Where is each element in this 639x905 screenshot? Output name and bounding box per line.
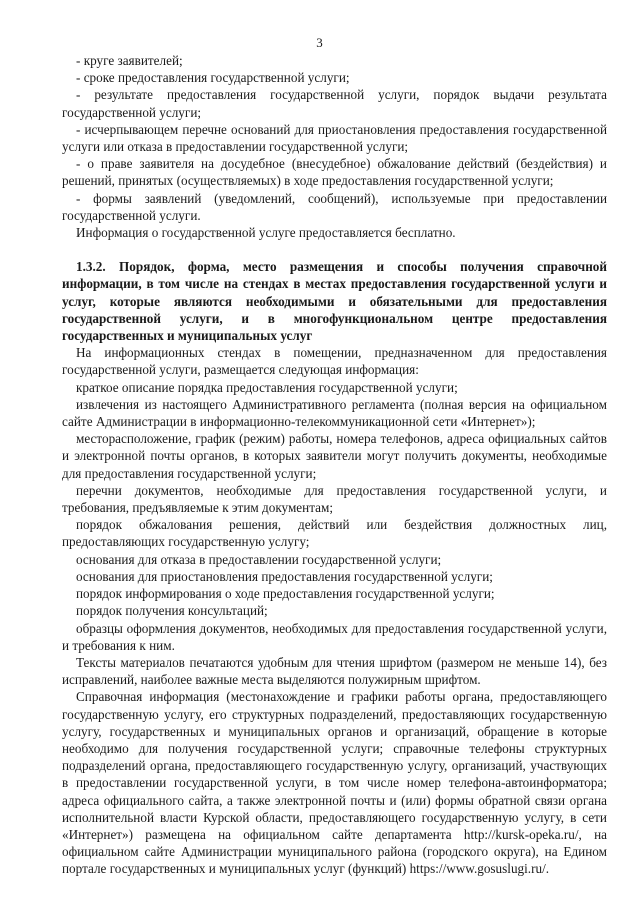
stand-item: краткое описание порядка предоставления государственной услуги; bbox=[76, 379, 458, 395]
list-item-grounds: - исчерпывающем перечне оснований для приостановления предоставления государственной услуги или отказа в предоставлении государственной услуги; bbox=[62, 121, 607, 155]
section-heading: 1.3.2. Порядок, форма, место размещения и способы получения справочной информации, в том числе на стендах в местах предоставления государственной услуги и услуг, которые являются необходимыми и обязательными для предоставления государственной услуги, и в многофункциональном центре предоставления государственных и муниципальных услуг bbox=[62, 259, 607, 344]
section-spacer bbox=[62, 241, 607, 258]
list-item-appeal-rights: - о праве заявителя на досудебное (внесудебное) обжалование действий (бездействия) и решений, принятых (осуществляемых) в ходе предоставления государственной услуги; bbox=[62, 156, 607, 189]
page-number: 3 bbox=[316, 35, 323, 50]
stand-item: месторасположение, график (режим) работы, номера телефонов, адреса официальных сайтов и электронной почты органов, в которых заявители могут получить документы, необходимые для предоставления государственной услуги; bbox=[62, 431, 607, 481]
list-item-term: - сроке предоставления государственной услуги; bbox=[76, 70, 350, 86]
reference-info-paragraph: Справочная информация (местонахождение и графики работы органа, предоставляющего государственную услугу, его структурных подразделений, предоставляющих государственную услугу, государственных и муниципальных органов и организаций, обращение в которые необходимо для получения государственной услуги; справочные телефоны структурных подразделений органа, предоставляющего государственную услугу, организаций, участвующих в предоставлении государственной услуги, в том числе номер телефона-автоинформатора; адреса официального сайта, а также электронной почты и (или) формы обратной связи органа исполнительной власти Курской области, предоставляющего государственную услугу, в сети «Интернет») размещена на официальном сайте департамента http://kursk-opeka.ru/, на официальном сайте Администрации муниципального района (городского округа), на Едином портале государственных и муниципальных услуг (функций) https://www.gosuslugi.ru/. bbox=[62, 689, 607, 877]
stand-intro-paragraph: На информационных стендах в помещении, предназначенном для предоставления государственной услуги, размещается следующая информация: bbox=[62, 345, 607, 378]
free-info-paragraph: Информация о государственной услуге предоставляется бесплатно. bbox=[76, 225, 456, 241]
list-item-forms: - формы заявлений (уведомлений, сообщений), используемые при предоставлении государственной услуги. bbox=[62, 190, 607, 223]
stand-item: извлечения из настоящего Административного регламента (полная версия на официальном сайте Администрации в информационно-телекоммуникационной сети «Интернет»); bbox=[62, 396, 607, 430]
page-body bbox=[62, 52, 607, 878]
stand-item: образцы оформления документов, необходимых для предоставления государственной услуги, и требования к ним. bbox=[62, 620, 607, 653]
stand-item: перечни документов, необходимые для предоставления государственной услуги, и требования, предъявляемые к этим документам; bbox=[62, 482, 607, 516]
stand-item: основания для приостановления предоставления государственной услуги; bbox=[76, 568, 493, 584]
stand-item: основания для отказа в предоставлении государственной услуги; bbox=[76, 551, 442, 567]
list-item-result: - результате предоставления государственной услуги, порядок выдачи результата государственной услуги; bbox=[62, 87, 607, 120]
font-note-paragraph: Тексты материалов печатаются удобным для чтения шрифтом (размером не меньше 14), без исправлений, наиболее важные места выделяются полужирным шрифтом. bbox=[62, 654, 607, 688]
stand-item: порядок получения консультаций; bbox=[76, 603, 268, 619]
stand-item: порядок информирования о ходе предоставления государственной услуги; bbox=[76, 586, 495, 602]
list-item-applicants: - круге заявителей; bbox=[76, 53, 183, 68]
stand-item: порядок обжалования решения, действий или бездействия должностных лиц, предоставляющих государственную услугу; bbox=[62, 517, 607, 550]
